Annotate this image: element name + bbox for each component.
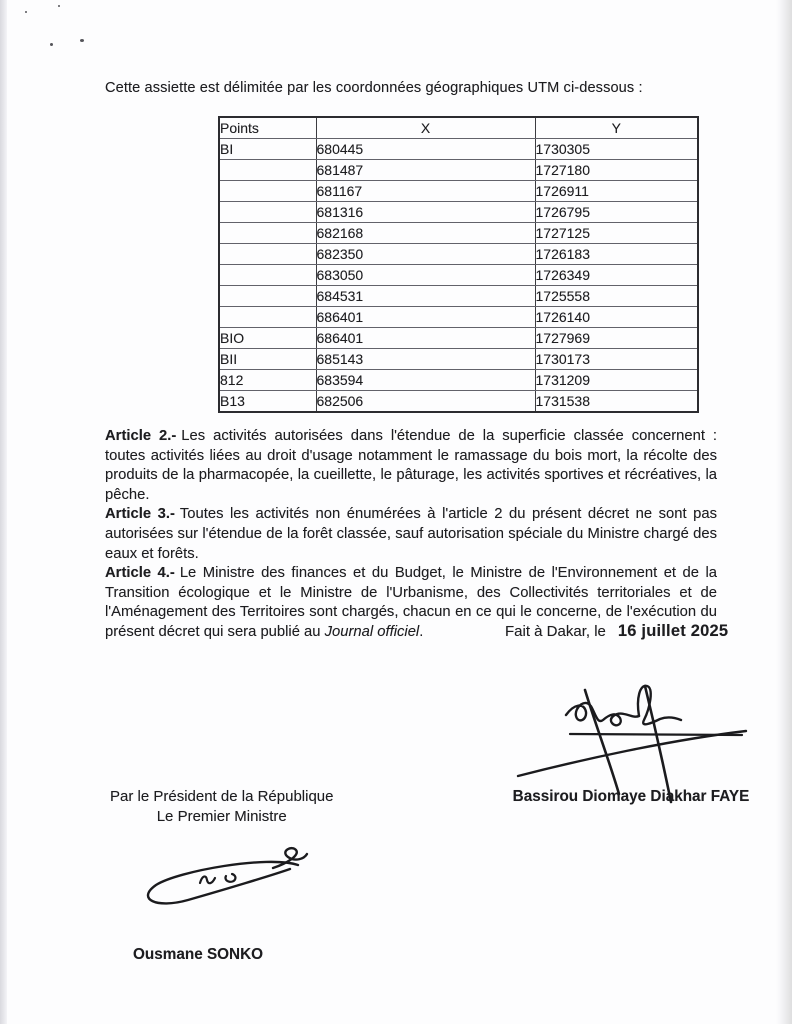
- cell-point: [219, 307, 316, 328]
- table-row: [219, 181, 698, 202]
- scan-speck: [58, 5, 60, 7]
- article-3-label: Article 3.-: [105, 506, 175, 523]
- cell-y: 1726183: [535, 244, 698, 265]
- table-row: [219, 391, 698, 413]
- article-2: [105, 427, 717, 505]
- cell-y: 1731209: [535, 370, 698, 391]
- article-4-period: .: [419, 623, 424, 640]
- dateline-prefix: Fait à Dakar, le: [505, 623, 606, 640]
- cell-x: 686401: [316, 328, 535, 349]
- table-row: [219, 286, 698, 307]
- table-row: [219, 244, 698, 265]
- table-row: [219, 139, 698, 160]
- cell-x: 683594: [316, 370, 535, 391]
- cell-x: 681316: [316, 202, 535, 223]
- cell-x: 682506: [316, 391, 535, 413]
- article-3-text: Toutes les activités non énumérées à l'article 2 du présent décret ne sont pas autorisées sur l'étendue de la forêt classée, sauf autorisation spéciale du Ministre chargé des eaux et forêts.: [105, 506, 717, 562]
- cell-x: 684531: [316, 286, 535, 307]
- table-row: [219, 307, 698, 328]
- prime-minister-line: Le Premier Ministre: [156, 808, 287, 825]
- cell-point: B13: [219, 391, 316, 413]
- column-header-y: Y: [535, 117, 698, 139]
- scan-left-edge: [0, 0, 7, 1024]
- cell-point: BIO: [219, 328, 316, 349]
- cell-point: [219, 265, 316, 286]
- scan-speck: [25, 11, 27, 13]
- cell-x: 680445: [316, 139, 535, 160]
- cell-y: 1730173: [535, 349, 698, 370]
- intro-sentence: Cette assiette est délimitée par les coordonnées géographiques UTM ci-dessous :: [105, 80, 643, 96]
- articles-block: [105, 427, 717, 643]
- column-header-points: Points: [219, 117, 316, 139]
- cell-x: 685143: [316, 349, 535, 370]
- prime-minister-name: Ousmane SONKO: [133, 946, 264, 963]
- left-signature-titles: [110, 788, 333, 825]
- cell-x: 682168: [316, 223, 535, 244]
- table-row: [219, 265, 698, 286]
- cell-y: 1725558: [535, 286, 698, 307]
- table-row: [219, 202, 698, 223]
- cell-point: [219, 202, 316, 223]
- table-row: [219, 160, 698, 181]
- cell-y: 1726795: [535, 202, 698, 223]
- article-3: [105, 505, 717, 564]
- cell-y: 1731538: [535, 391, 698, 413]
- dateline-date: 16 juillet 2025: [617, 622, 729, 640]
- table-row: [219, 349, 698, 370]
- cell-point: [219, 244, 316, 265]
- cell-x: 681487: [316, 160, 535, 181]
- article-2-text: Les activités autorisées dans l'étendue de la superficie classée concernent : toutes activités liées au droit d'usage notamment le ramassage du bois mort, la récolte des produits de la pharmacopée, la cueillette, le pâturage, les activités sportives et récréatives, la pêche.: [105, 428, 718, 503]
- table-row: [219, 370, 698, 391]
- column-header-x: X: [316, 117, 535, 139]
- article-2-label: Article 2.-: [105, 428, 177, 444]
- cell-point: [219, 181, 316, 202]
- cell-y: 1726140: [535, 307, 698, 328]
- cell-point: BI: [219, 139, 316, 160]
- cell-x: 682350: [316, 244, 535, 265]
- cell-y: 1726349: [535, 265, 698, 286]
- by-president-line: Par le Président de la République: [110, 788, 334, 805]
- cell-x: 681167: [316, 181, 535, 202]
- scan-right-edge: [776, 0, 792, 1024]
- journal-officiel-italic: Journal officiel: [324, 623, 420, 640]
- cell-y: 1730305: [535, 139, 698, 160]
- article-4-label: Article 4.-: [105, 565, 175, 582]
- cell-y: 1726911: [535, 181, 698, 202]
- cell-y: 1727969: [535, 328, 698, 349]
- prime-minister-signature: [138, 843, 318, 918]
- cell-point: [219, 160, 316, 181]
- cell-x: 686401: [316, 307, 535, 328]
- cell-point: [219, 286, 316, 307]
- dateline: [505, 622, 728, 641]
- president-name: Bassirou Diomaye Diakhar FAYE: [512, 788, 750, 805]
- table-row: [219, 328, 698, 349]
- cell-point: BII: [219, 349, 316, 370]
- cell-point: 812: [219, 370, 316, 391]
- cell-y: 1727125: [535, 223, 698, 244]
- cell-y: 1727180: [535, 160, 698, 181]
- scan-speck: [80, 39, 84, 42]
- scan-speck: [50, 43, 53, 46]
- table-header-row: [219, 117, 698, 139]
- cell-x: 683050: [316, 265, 535, 286]
- utm-table-body: [219, 139, 698, 413]
- table-row: [219, 223, 698, 244]
- article-4-text: Le Ministre des finances et du Budget, le Ministre de l'Environnement et de la Transition écologique et le Ministre de l'Urbanisme, des Collectivités territoriales et de l'Aménagement des Territoires sont chargés, chacun en ce qui le concerne, de l'exécution du présent décret qui sera publié au: [105, 565, 718, 640]
- cell-point: [219, 223, 316, 244]
- utm-coordinates-table: [218, 116, 699, 413]
